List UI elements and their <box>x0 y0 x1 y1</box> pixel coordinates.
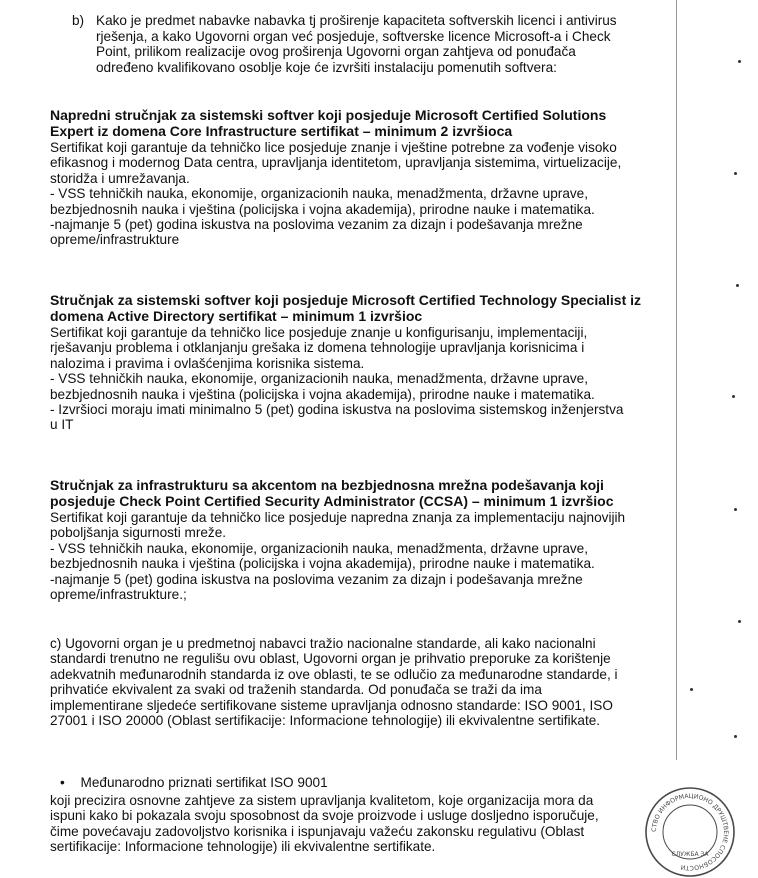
item-b-marker: b) <box>72 13 85 28</box>
scan-dot <box>734 172 737 175</box>
expert-2-body-line: nalozima i pravima i ovlašćenjima korisnika sistema. <box>50 355 365 371</box>
expert-1-title-line: Napredni stručnjak za sistemski softver koji posjeduje Microsoft Certified Solutions <box>50 107 607 123</box>
expert-1-title-line: Expert iz domena Core Infrastructure sertifikat – minimum 2 izvršioca <box>50 122 513 139</box>
expert-1-body-line: efikasnog i modernog Data centra, upravljanja identitetom, upravljanja sistemima, virtuelizacije, <box>50 155 622 171</box>
expert-1-body <box>50 140 710 248</box>
expert-2-body-line: Sertifikat koji garantuje da tehničko lice posjeduje znanje u konfigurisanju, implementaciji, <box>50 325 588 340</box>
scan-dot <box>736 284 739 287</box>
item-c-line: prihvatiće ekvivalent za svaki od traženih standarda. Od ponuđača se traži da ima <box>50 682 542 698</box>
expert-2-body-line: u IT <box>50 417 74 433</box>
expert-3-body-line: bezbjednosnih nauka i vještina (policijska i vojna akademija), prirodne nauke i matematika. <box>50 556 595 572</box>
expert-2-body-line: rješavanju problema i otklanjanju grešaka iz domena tehnologije upravljanja korisnicima i <box>50 340 585 356</box>
item-b-line: rješenja, a kako Ugovorni organ već posjeduje, softverske licence Microsoft-a i Check <box>96 28 611 44</box>
iso-9001-body <box>50 793 710 855</box>
scan-dot <box>732 395 735 398</box>
scan-dot <box>738 60 741 63</box>
bullet-glyph: • <box>60 775 65 790</box>
item-b-line: Kako je predmet nabavke nabavka tj proširenje kapaciteta softverskih licenci i antivirus <box>96 13 617 28</box>
iso-9001-body-line: koji precizira osnovne zahtjeve za sistem upravljanja kvalitetom, koje organizacija mora da <box>50 793 594 808</box>
expert-1-body-line: bezbjednosnih nauka i vještina (policijska i vojna akademija), prirodne nauke i matematika. <box>50 201 595 217</box>
expert-1-body-line: - VSS tehničkih nauka, ekonomije, organizacionih nauka, menadžmenta, državne uprave, <box>50 186 589 202</box>
expert-2-title <box>50 293 730 324</box>
iso-9001-body-line: čime povećavaju zadovoljstvo korisnika i ispunjavaju važeću zakonsku regulativu (Oblast <box>50 823 585 839</box>
iso-9001-body-line: ispuni kako bi pokazala svoju sposobnost da svoje proizvode i usluge dosljedno isporučuje, <box>50 808 599 824</box>
scan-dot <box>738 620 741 623</box>
expert-3-body-line: -najmanje 5 (pet) godina iskustva na poslovima vezanim za dizajn i podešavanja mrežne <box>50 571 583 587</box>
stamp-center-text: СЛУЖБА ЗА <box>671 851 709 858</box>
item-c-line: adekvatnih međunarodnih standarda iz ove oblasti, te se odlučio za međunarodne standarde, i <box>50 666 618 682</box>
expert-3-title-line: posjeduje Check Point Certified Security Administrator (CCSA) – minimum 1 izvršioc <box>50 492 614 509</box>
expert-3-body-line: poboljšanja sigurnosti mreže. <box>50 525 227 541</box>
expert-2-body-line: - VSS tehničkih nauka, ekonomije, organizacionih nauka, menadžmenta, državne uprave, <box>50 371 589 387</box>
expert-2-body-line: bezbjednosnih nauka i vještina (policijska i vojna akademija), prirodne nauke i matematika. <box>50 386 595 402</box>
expert-2-body <box>50 325 710 433</box>
item-c <box>50 636 710 728</box>
expert-3-title-line: Stručnjak za infrastrukturu sa akcentom na bezbjednosna mrežna podešavanja koji <box>50 477 604 493</box>
scan-dot <box>690 688 693 691</box>
expert-3-body-line: - VSS tehničkih nauka, ekonomije, organizacionih nauka, menadžmenta, državne uprave, <box>50 540 589 556</box>
official-stamp <box>644 786 736 878</box>
expert-1-title <box>50 108 730 139</box>
expert-3-body-line: Sertifikat koji garantuje da tehničko lice posjeduje napredna znanja za implementaciju najnovijih <box>50 510 626 525</box>
expert-2-title-line: Stručnjak za sistemski softver koji posjeduje Microsoft Certified Technology Specialist iz <box>50 292 642 308</box>
iso-9001-body-line: sertifikacije: Informacione tehnologije) ili ekvivalentne sertifikate. <box>50 839 436 855</box>
expert-1-body-line: -najmanje 5 (pet) godina iskustva na poslovima vezanim za dizajn i podešavanja mrežne <box>50 217 583 233</box>
iso-9001-bullet <box>60 775 328 790</box>
scan-dot <box>734 508 737 511</box>
expert-3-body-line: opreme/infrastrukture.; <box>50 587 187 603</box>
item-c-line: 27001 i ISO 20000 (Oblast sertifikacije: Informacione tehnologije) ili ekvivalentne sertifikate. <box>50 713 601 729</box>
scan-dot <box>734 735 737 738</box>
stamp-ring-text: СТВО ИНФОРМАЦИОНО ДРУШТВЕНЕ СПОСОБНОСТИ <box>650 792 730 872</box>
expert-1-body-line: Sertifikat koji garantuje da tehničko lice posjeduje znanje i vještine potrebne za vođenje visoko <box>50 140 617 155</box>
expert-1-body-line: storidža i umrežavanja. <box>50 170 190 186</box>
item-c-line: standardi trenutno ne regulišu ovu oblast, Ugovorni organ je prihvatio preporuke za korištenje <box>50 651 611 667</box>
expert-2-body-line: - Izvršioci moraju imati minimalno 5 (pet) godina iskustva na poslovima sistemskog inženjerstva <box>50 402 624 418</box>
expert-3-title <box>50 478 730 509</box>
iso-9001-title: Međunarodno priznati sertifikat ISO 9001 <box>80 775 328 790</box>
item-b-line: Point, prilikom realizacije ovog proširenja Ugovorni organ zahtjeva od ponuđača <box>96 44 576 59</box>
expert-3-body <box>50 510 710 602</box>
item-b-text <box>96 13 716 75</box>
expert-1-body-line: opreme/infrastrukture <box>50 232 180 248</box>
item-c-line: c) Ugovorni organ je u predmetnoj nabavci tražio nacionalne standarde, ali kako nacionalni <box>50 636 596 651</box>
expert-2-title-line: domena Active Directory sertifikat – minimum 1 izvršioc <box>50 307 423 324</box>
item-c-line: implementirane sljedeće sertifikovane sisteme upravljanja odnosno standarde: ISO 9001, ISO <box>50 697 613 713</box>
item-b-line: određeno kvalifikovano osoblje koje će izvršiti instalaciju pomenutih softvera: <box>96 59 557 75</box>
